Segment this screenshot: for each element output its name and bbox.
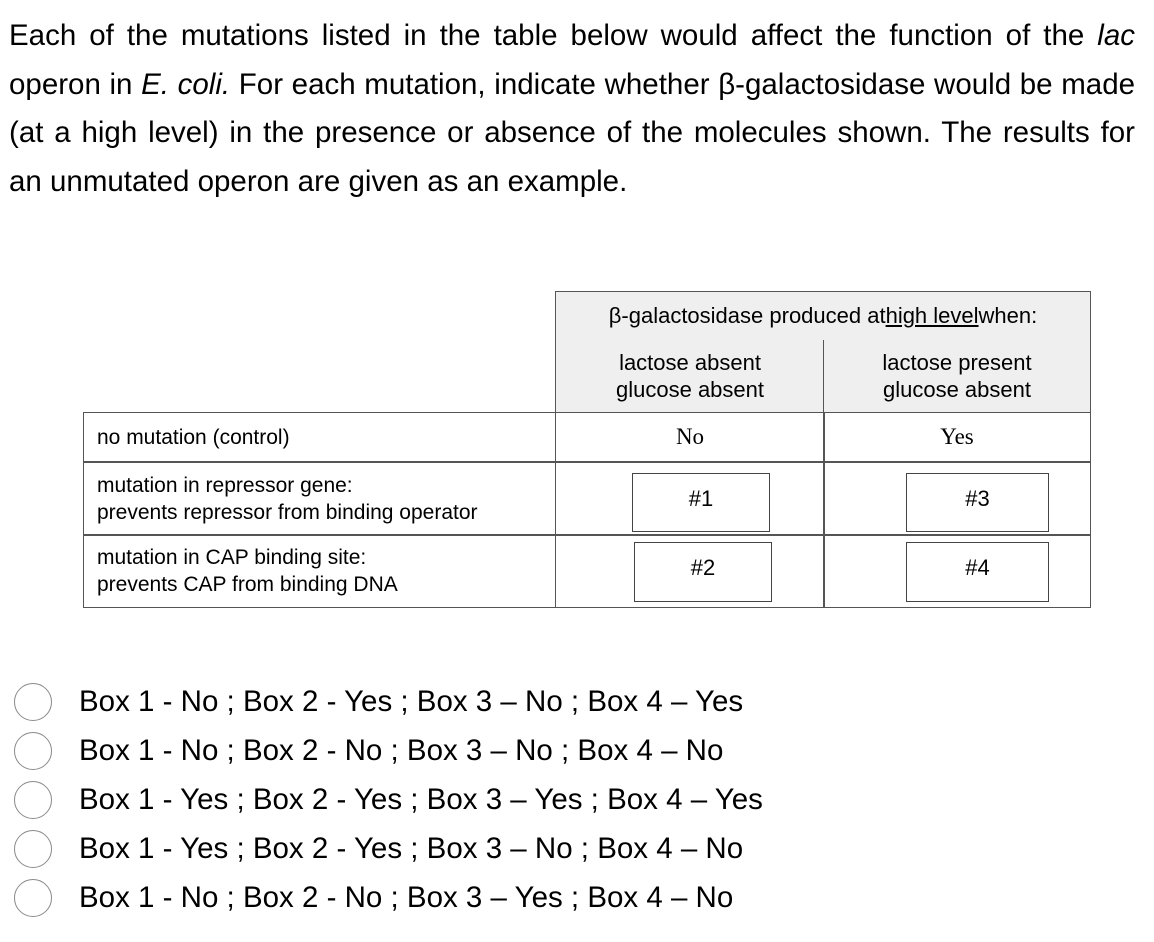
radio-button-3[interactable] [14, 781, 52, 819]
header-prefix: β-galactosidase produced at [608, 303, 886, 328]
header-underlined: high level [885, 303, 979, 328]
row-2-line1: mutation in CAP binding site: [97, 546, 367, 569]
radio-button-5[interactable] [14, 879, 52, 917]
column-header-2 [823, 340, 1091, 413]
header-suffix: when: [978, 303, 1038, 328]
answer-box-3 [906, 473, 1049, 532]
radio-button-4[interactable] [14, 830, 52, 868]
box-1-label: #1 [688, 486, 714, 511]
row-0-label: no mutation (control) [97, 426, 290, 449]
box-2-label: #2 [690, 555, 716, 580]
table-header [555, 291, 1091, 341]
option-5-label: Box 1 - No ; Box 2 - No ; Box 3 – Yes ; Box 4 – No [79, 881, 734, 914]
question-ecoli: E. coli. [141, 67, 231, 101]
question-part3: For each mutation, indicate whether β-galactosidase would be made (at a high level) in the presence or absence of the molecules shown. The results for an unmutated operon are given as an example. [9, 67, 1136, 198]
option-4[interactable] [14, 825, 914, 873]
box-4-label: #4 [965, 555, 990, 580]
col2-line1: lactose present [882, 350, 1032, 375]
question-text [9, 12, 1135, 206]
row-label-repressor [83, 461, 556, 536]
option-1-label: Box 1 - No ; Box 2 - Yes ; Box 3 – No ; Box 4 – Yes [79, 685, 744, 718]
answer-box-1 [632, 473, 770, 532]
row-1-line1: mutation in repressor gene: [97, 473, 353, 497]
question-lac: lac [1097, 19, 1136, 52]
radio-button-2[interactable] [14, 732, 52, 770]
row-1-line2: prevents repressor from binding operator [97, 500, 478, 524]
answer-box-2 [634, 542, 772, 602]
answer-box-4 [906, 542, 1049, 602]
box-3-label: #3 [965, 486, 990, 511]
column-header-1 [555, 340, 825, 413]
option-3-label: Box 1 - Yes ; Box 2 - Yes ; Box 3 – Yes ; Box 4 – Yes [79, 783, 763, 816]
row-2-line2: prevents CAP from binding DNA [97, 573, 398, 596]
option-1[interactable] [14, 678, 914, 726]
question-part1: Each of the mutations listed in the table below would affect the function of the [9, 19, 1085, 52]
option-3[interactable] [14, 776, 914, 824]
option-4-label: Box 1 - Yes ; Box 2 - Yes ; Box 3 – No ; Box 4 – No [79, 832, 744, 865]
row-label-cap [83, 534, 556, 608]
table-cell [555, 412, 825, 463]
option-5[interactable] [14, 874, 914, 922]
question-part2: operon in [9, 67, 133, 101]
row-0-col2: Yes [940, 424, 974, 449]
row-label-control [83, 412, 556, 463]
table-cell [823, 412, 1091, 463]
option-2[interactable] [14, 727, 914, 775]
option-2-label: Box 1 - No ; Box 2 - No ; Box 3 – No ; Box 4 – No [79, 734, 724, 767]
radio-button-1[interactable] [14, 683, 52, 721]
col1-line2: glucose absent [616, 377, 764, 402]
col2-line2: glucose absent [882, 377, 1031, 402]
col1-line1: lactose absent [619, 350, 761, 375]
row-0-col1: No [675, 424, 705, 449]
